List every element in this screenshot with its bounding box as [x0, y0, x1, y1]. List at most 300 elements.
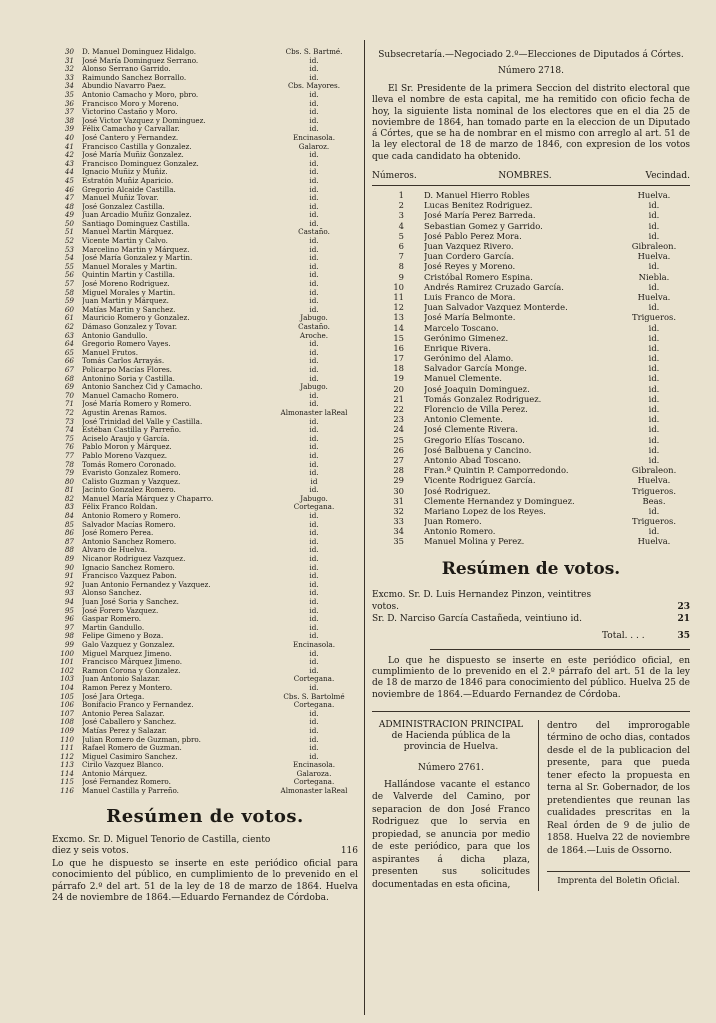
row-number: 6	[398, 241, 404, 252]
row-number: 31	[393, 495, 404, 506]
row-name: Matías Martin y Sanchez.	[82, 305, 176, 314]
row-name: Cirilo Vazquez Blanco.	[82, 761, 164, 770]
row-place: id.	[309, 194, 319, 203]
row-name: José Jara Ortega.	[82, 692, 145, 701]
row-number: 27	[393, 454, 404, 465]
table-header	[372, 171, 690, 186]
row-place: id.	[309, 744, 319, 753]
table-row	[52, 211, 358, 220]
row-name: Victorino Castaño y Moro.	[82, 108, 178, 117]
table-row	[52, 186, 358, 195]
table-row	[372, 445, 690, 455]
row-name: Ignacio Muñiz y Muñiz.	[82, 168, 168, 177]
row-place: id.	[648, 210, 660, 221]
row-number: 93	[64, 588, 74, 598]
row-number: 17	[393, 353, 404, 364]
table-row	[372, 231, 690, 241]
row-place: id.	[309, 469, 319, 478]
row-name: Agustin Arenas Ramos.	[82, 408, 167, 417]
table-row	[52, 151, 358, 160]
row-place: id.	[648, 322, 660, 333]
column-divider	[364, 40, 365, 1015]
right-closing-paragraph: Lo que he dispuesto se inserte en este periódico oficial, en cumplimiento de lo prevenido en el 2.º párrafo del art. 51 de la ley de 18 de marzo de 1846 para conocimiento del público. Huelva 25 de noviembre de 1864.—Eduardo Fernandez de Córdoba.	[372, 655, 690, 700]
row-number: 102	[60, 665, 74, 675]
row-name: Juan Vazquez Rivero.	[424, 241, 514, 252]
col-header-numbers: Números.	[372, 171, 417, 182]
row-place: id.	[648, 373, 660, 384]
row-number: 80	[64, 476, 74, 486]
row-place: id.	[309, 108, 319, 117]
row-name: José María Dominguez Serrano.	[82, 56, 199, 65]
table-row	[372, 424, 690, 434]
row-number: 73	[64, 416, 74, 426]
row-name: Manuel Morales y Martin.	[82, 262, 178, 271]
row-place: id.	[309, 219, 319, 228]
row-number: 19	[393, 373, 404, 384]
row-name: José Trinidad del Valle y Castilla.	[82, 417, 203, 426]
right-vote-summary	[372, 589, 690, 625]
row-place: id.	[648, 526, 660, 537]
row-place: id.	[309, 709, 319, 718]
row-name: Julian Romero de Guzman, pbro.	[82, 735, 201, 744]
vote-count-castaneda: 21	[677, 613, 690, 624]
row-name: Francisco Moro y Moreno.	[82, 99, 179, 108]
row-number: 11	[393, 291, 404, 302]
table-row	[52, 246, 358, 255]
table-row	[52, 495, 358, 504]
row-number: 25	[393, 434, 404, 445]
row-number: 9	[398, 271, 404, 282]
row-number: 68	[64, 373, 74, 383]
row-number: 85	[64, 519, 74, 529]
row-place: id.	[309, 658, 319, 667]
row-name: Florencio de Villa Perez.	[424, 404, 528, 415]
table-row	[372, 333, 690, 343]
row-name: Manuel Frutos.	[82, 348, 138, 357]
row-name: José Fernandez Romero.	[82, 778, 171, 787]
row-number: 57	[64, 279, 74, 289]
table-row	[372, 210, 690, 220]
table-row	[52, 753, 358, 762]
row-place: id.	[309, 683, 319, 692]
row-number: 8	[398, 261, 404, 272]
table-row	[52, 340, 358, 349]
row-name: D. Manuel Hierro Robles	[424, 190, 530, 201]
col-header-names: NOMBRES.	[498, 171, 552, 182]
row-number: 115	[60, 777, 74, 787]
row-number: 77	[64, 450, 74, 460]
row-name: Juan Romero.	[424, 516, 482, 527]
row-name: José Romero Perea.	[82, 529, 154, 538]
table-row	[372, 200, 690, 210]
row-name: José Victor Vazquez y Dominguez.	[82, 116, 206, 125]
row-number: 116	[60, 786, 74, 796]
table-row	[52, 237, 358, 246]
row-name: Antonio Gandullo.	[82, 331, 148, 340]
table-row	[52, 478, 358, 487]
table-row	[372, 414, 690, 424]
row-number: 16	[393, 342, 404, 353]
table-row	[372, 404, 690, 414]
table-row	[52, 529, 358, 538]
row-name: José Pablo Perez Mora.	[424, 230, 522, 241]
row-place: id.	[648, 302, 660, 313]
table-row	[52, 48, 358, 57]
table-row	[52, 435, 358, 444]
row-name: José Cantero y Fernandez.	[82, 133, 179, 142]
row-name: Calisto Guzman y Vazquez.	[82, 477, 181, 486]
row-number: 35	[393, 536, 404, 547]
row-number: 20	[393, 383, 404, 394]
col-header-place: Vecindad.	[645, 171, 690, 182]
table-row	[52, 117, 358, 126]
table-row	[372, 323, 690, 333]
row-number: 2	[398, 200, 404, 211]
admin-header: ADMINISTRACION PRINCIPAL de Hacienda pública de la provincia de Huelva.	[378, 719, 524, 752]
row-number: 81	[64, 485, 74, 495]
row-place: id.	[309, 529, 319, 538]
row-place: id.	[309, 666, 319, 675]
row-name: Francisco Dominguez Gonzalez.	[82, 159, 199, 168]
row-number: 66	[64, 356, 74, 366]
table-row	[52, 770, 358, 779]
table-row	[52, 194, 358, 203]
row-place: Huelva.	[637, 536, 671, 547]
table-row	[52, 744, 358, 753]
vote-count-pinzon: 23	[677, 601, 690, 612]
row-number: 60	[64, 304, 74, 314]
right-voter-list	[372, 190, 690, 547]
row-name: Juan Cordero García.	[424, 251, 514, 262]
row-name: Félix Franco Roldan.	[82, 503, 158, 512]
row-name: Miguel Morales y Martin.	[82, 288, 176, 297]
row-place: Cbs. S. Bartmé.	[285, 48, 343, 56]
table-row	[52, 736, 358, 745]
row-place: id.	[309, 288, 319, 297]
row-name: José María Muñiz Gonzalez.	[82, 151, 184, 160]
row-place: id.	[309, 589, 319, 598]
table-row	[52, 143, 358, 152]
row-name: Manuel Camacho Romero.	[82, 391, 179, 400]
row-number: 113	[60, 760, 74, 770]
table-row	[52, 280, 358, 289]
row-name: Ramon Corona y Gonzalez.	[82, 666, 181, 675]
row-name: Gerónimo del Alamo.	[424, 353, 514, 364]
row-name: José Balbuena y Cancino.	[424, 444, 532, 455]
row-place: id.	[648, 444, 660, 455]
row-place: id.	[648, 505, 660, 516]
row-place: Cortegana.	[293, 503, 335, 512]
row-number: 78	[64, 459, 74, 469]
row-name: Manuel Muñiz Tovar.	[82, 194, 159, 203]
row-place: Gibraleon.	[631, 465, 677, 476]
table-row	[52, 82, 358, 91]
row-place: id.	[648, 261, 660, 272]
left-vote-line: Excmo. Sr. D. Miguel Tenorio de Castilla, ciento	[52, 834, 271, 845]
table-row	[52, 332, 358, 341]
table-row	[52, 452, 358, 461]
row-place: id.	[648, 404, 660, 415]
row-number: 18	[393, 363, 404, 374]
row-number: 109	[60, 725, 74, 735]
row-number: 13	[393, 312, 404, 323]
row-place: id.	[309, 168, 319, 177]
row-number: 103	[60, 674, 74, 684]
row-number: 89	[64, 554, 74, 564]
table-row	[372, 302, 690, 312]
row-number: 61	[64, 313, 74, 323]
total-count: 35	[677, 630, 690, 641]
row-place: id.	[309, 606, 319, 615]
row-number: 86	[64, 528, 74, 538]
row-number: 64	[64, 339, 74, 349]
table-row	[372, 384, 690, 394]
table-row	[52, 100, 358, 109]
row-name: Manuel Castilla y Parreño.	[82, 787, 179, 796]
row-place: id.	[309, 73, 319, 82]
table-row	[372, 353, 690, 363]
row-name: José Joaquin Dominguez.	[424, 383, 530, 394]
row-place: id.	[309, 391, 319, 400]
table-row	[52, 581, 358, 590]
row-number: 34	[64, 81, 74, 91]
row-name: Vicente Rodriguez García.	[424, 475, 536, 486]
row-place: id.	[309, 99, 319, 108]
row-name: Pablo Moron y Márquez.	[82, 443, 172, 452]
row-place: id.	[309, 116, 319, 125]
row-place: Galaroz.	[298, 142, 330, 151]
row-name: Marcelo Toscano.	[424, 322, 499, 333]
row-place: Cortegana.	[293, 675, 335, 684]
row-name: Santiago Dominguez Castilla.	[82, 219, 190, 228]
row-number: 104	[60, 682, 74, 692]
row-place: id.	[648, 424, 660, 435]
table-row	[52, 778, 358, 787]
table-row	[52, 160, 358, 169]
table-row	[52, 684, 358, 693]
row-number: 47	[64, 193, 74, 203]
row-name: Gerónimo Gimenez.	[424, 332, 509, 343]
row-number: 40	[64, 132, 74, 142]
row-number: 52	[64, 236, 74, 246]
row-name: Quintin Martin y Castilla.	[82, 271, 175, 280]
row-name: Miguel Casimiro Sanchez.	[82, 752, 178, 761]
row-number: 53	[64, 244, 74, 254]
row-number: 26	[393, 444, 404, 455]
row-name: Marcelino Martin y Márquez.	[82, 245, 190, 254]
row-name: Antonio Romero.	[424, 526, 496, 537]
announcement-number: Número 2718.	[498, 66, 564, 76]
row-place: id.	[309, 211, 319, 220]
row-place: id.	[309, 365, 319, 374]
table-row	[52, 632, 358, 641]
row-name: Ignacio Sanchez Romero.	[82, 563, 175, 572]
row-place: id.	[309, 512, 319, 521]
row-number: 42	[64, 150, 74, 160]
row-place: id.	[309, 297, 319, 306]
row-number: 23	[393, 414, 404, 425]
left-voter-list	[52, 48, 358, 796]
table-row	[52, 624, 358, 633]
row-place: Huelva.	[637, 251, 671, 262]
row-place: Beas.	[642, 495, 666, 506]
row-name: Raimundo Sanchez Borrallo.	[82, 73, 187, 82]
row-place: id.	[309, 340, 319, 349]
row-place: id.	[309, 151, 319, 160]
row-name: Manuel Molina y Perez.	[424, 536, 525, 547]
row-place: id.	[648, 281, 660, 292]
total-label: Total. . . .	[601, 630, 645, 641]
row-place: id.	[309, 262, 319, 271]
row-name: Gregorio Elías Toscano.	[424, 434, 525, 445]
row-number: 74	[64, 425, 74, 435]
row-place: id.	[309, 237, 319, 246]
row-number: 21	[393, 393, 404, 404]
row-number: 15	[393, 332, 404, 343]
row-name: Antonio Márquez.	[82, 769, 148, 778]
table-row	[52, 91, 358, 100]
row-place: id.	[309, 90, 319, 99]
row-name: Martin Gandullo.	[82, 623, 145, 632]
row-name: Tomás Gonzalez Rodriguez.	[424, 393, 542, 404]
row-number: 106	[60, 700, 74, 710]
table-row	[52, 306, 358, 315]
row-name: José Moreno Rodriguez.	[82, 280, 170, 289]
row-number: 90	[64, 562, 74, 572]
row-name: Félix Camacho y Carvallar.	[82, 125, 180, 134]
row-number: 46	[64, 184, 74, 194]
table-row	[52, 134, 358, 143]
row-name: Nicanor Rodriguez Vazquez.	[82, 555, 186, 564]
row-place: Cortegana.	[293, 701, 335, 710]
table-row	[52, 727, 358, 736]
row-number: 30	[64, 47, 74, 56]
row-place: id.	[309, 443, 319, 452]
table-row	[52, 675, 358, 684]
table-row	[52, 263, 358, 272]
table-row	[52, 761, 358, 770]
row-place: Trigueros.	[632, 485, 676, 496]
table-row	[52, 426, 358, 435]
row-name: José Reyes y Moreno.	[424, 261, 516, 272]
row-number: 105	[60, 691, 74, 701]
row-name: Juan Martin y Márquez.	[82, 297, 169, 306]
table-row	[52, 289, 358, 298]
row-place: id.	[309, 245, 319, 254]
row-number: 91	[64, 571, 74, 581]
row-place: id.	[309, 176, 319, 185]
row-number: 1	[398, 190, 404, 201]
row-name: Antonio Sanchez Cid y Camacho.	[82, 383, 203, 392]
table-row	[372, 363, 690, 373]
row-place: id.	[648, 383, 660, 394]
row-place: id.	[309, 185, 319, 194]
row-number: 88	[64, 545, 74, 555]
table-row	[52, 357, 358, 366]
printer-credit: Imprenta del Boletin Oficial.	[547, 871, 690, 886]
row-name: José Clemente Rivera.	[424, 424, 518, 435]
row-place: Cortegana.	[293, 778, 335, 787]
row-number: 48	[64, 201, 74, 211]
row-name: Policarpo Macías Flores.	[82, 365, 172, 374]
row-place: Huelva.	[637, 291, 671, 302]
right-column	[372, 48, 690, 891]
row-number: 33	[393, 516, 404, 527]
row-place: id.	[309, 537, 319, 546]
left-vote-count: 116	[340, 845, 358, 856]
row-number: 111	[60, 743, 74, 753]
row-name: Antonino Soria y Castilla.	[82, 374, 175, 383]
row-number: 62	[64, 322, 74, 331]
row-name: Abundio Navarro Paez.	[82, 82, 167, 91]
row-name: Lucas Benitez Rodriguez.	[424, 200, 533, 211]
row-name: José Rodriguez.	[424, 485, 491, 496]
section-header: Subsecretaría.—Negociado 2.º—Elecciones de Diputados á Córtes.	[378, 50, 684, 60]
table-row	[52, 693, 358, 702]
row-name: José María Romero y Romero.	[82, 400, 192, 409]
row-number: 76	[64, 442, 74, 452]
row-number: 114	[60, 768, 74, 778]
row-number: 54	[64, 253, 74, 263]
row-name: José María Gonzalez y Martin.	[82, 254, 193, 263]
row-number: 39	[64, 124, 74, 134]
row-number: 100	[60, 648, 74, 658]
row-place: id.	[309, 417, 319, 426]
row-name: Miguel Marquez Jimeno.	[82, 649, 172, 658]
row-place: id.	[309, 271, 319, 280]
row-name: Tomás Carlos Arrayás.	[82, 357, 165, 366]
row-name: Ramon Perez y Montero.	[82, 683, 173, 692]
row-name: Juan Antonio Fernandez y Vazquez.	[82, 580, 211, 589]
row-number: 58	[64, 287, 74, 297]
row-name: Gregorio Alcaide Castilla.	[82, 185, 176, 194]
row-name: Clemente Hernandez y Dominguez.	[424, 495, 575, 506]
table-row	[52, 564, 358, 573]
left-vote-line2: diez y seis votos.	[52, 845, 129, 856]
row-number: 51	[64, 227, 74, 237]
row-number: 84	[64, 511, 74, 521]
row-place: id.	[309, 563, 319, 572]
row-place: Cbs. S. Bartolmé	[283, 692, 345, 701]
row-name: Antonio Camacho y Moro, pbro.	[82, 90, 199, 99]
row-number: 71	[64, 399, 74, 409]
row-name: Enrique Rivera.	[424, 342, 491, 353]
right-resumen-title: Resúmen de votos.	[441, 558, 621, 579]
row-place: id.	[309, 623, 319, 632]
table-row	[372, 282, 690, 292]
row-place: id.	[309, 305, 319, 314]
row-place: id.	[309, 254, 319, 263]
row-number: 56	[64, 270, 74, 280]
row-place: id.	[648, 454, 660, 465]
row-name: Pablo Moreno Vazquez.	[82, 451, 168, 460]
row-place: Castaño.	[298, 228, 330, 237]
row-name: Antonio Sanchez Romero.	[82, 537, 177, 546]
row-place: id.	[309, 735, 319, 744]
table-row	[52, 443, 358, 452]
row-name: Sebastian Gomez y Garrido.	[424, 220, 543, 231]
row-number: 94	[64, 597, 74, 606]
row-number: 45	[64, 175, 74, 185]
table-row	[52, 349, 358, 358]
row-number: 99	[64, 639, 74, 649]
table-row	[372, 373, 690, 383]
table-row	[52, 486, 358, 495]
table-row	[372, 343, 690, 353]
row-number: 10	[393, 281, 404, 292]
table-row	[372, 465, 690, 475]
row-name: Alonso Serrano Garrido.	[82, 65, 171, 74]
